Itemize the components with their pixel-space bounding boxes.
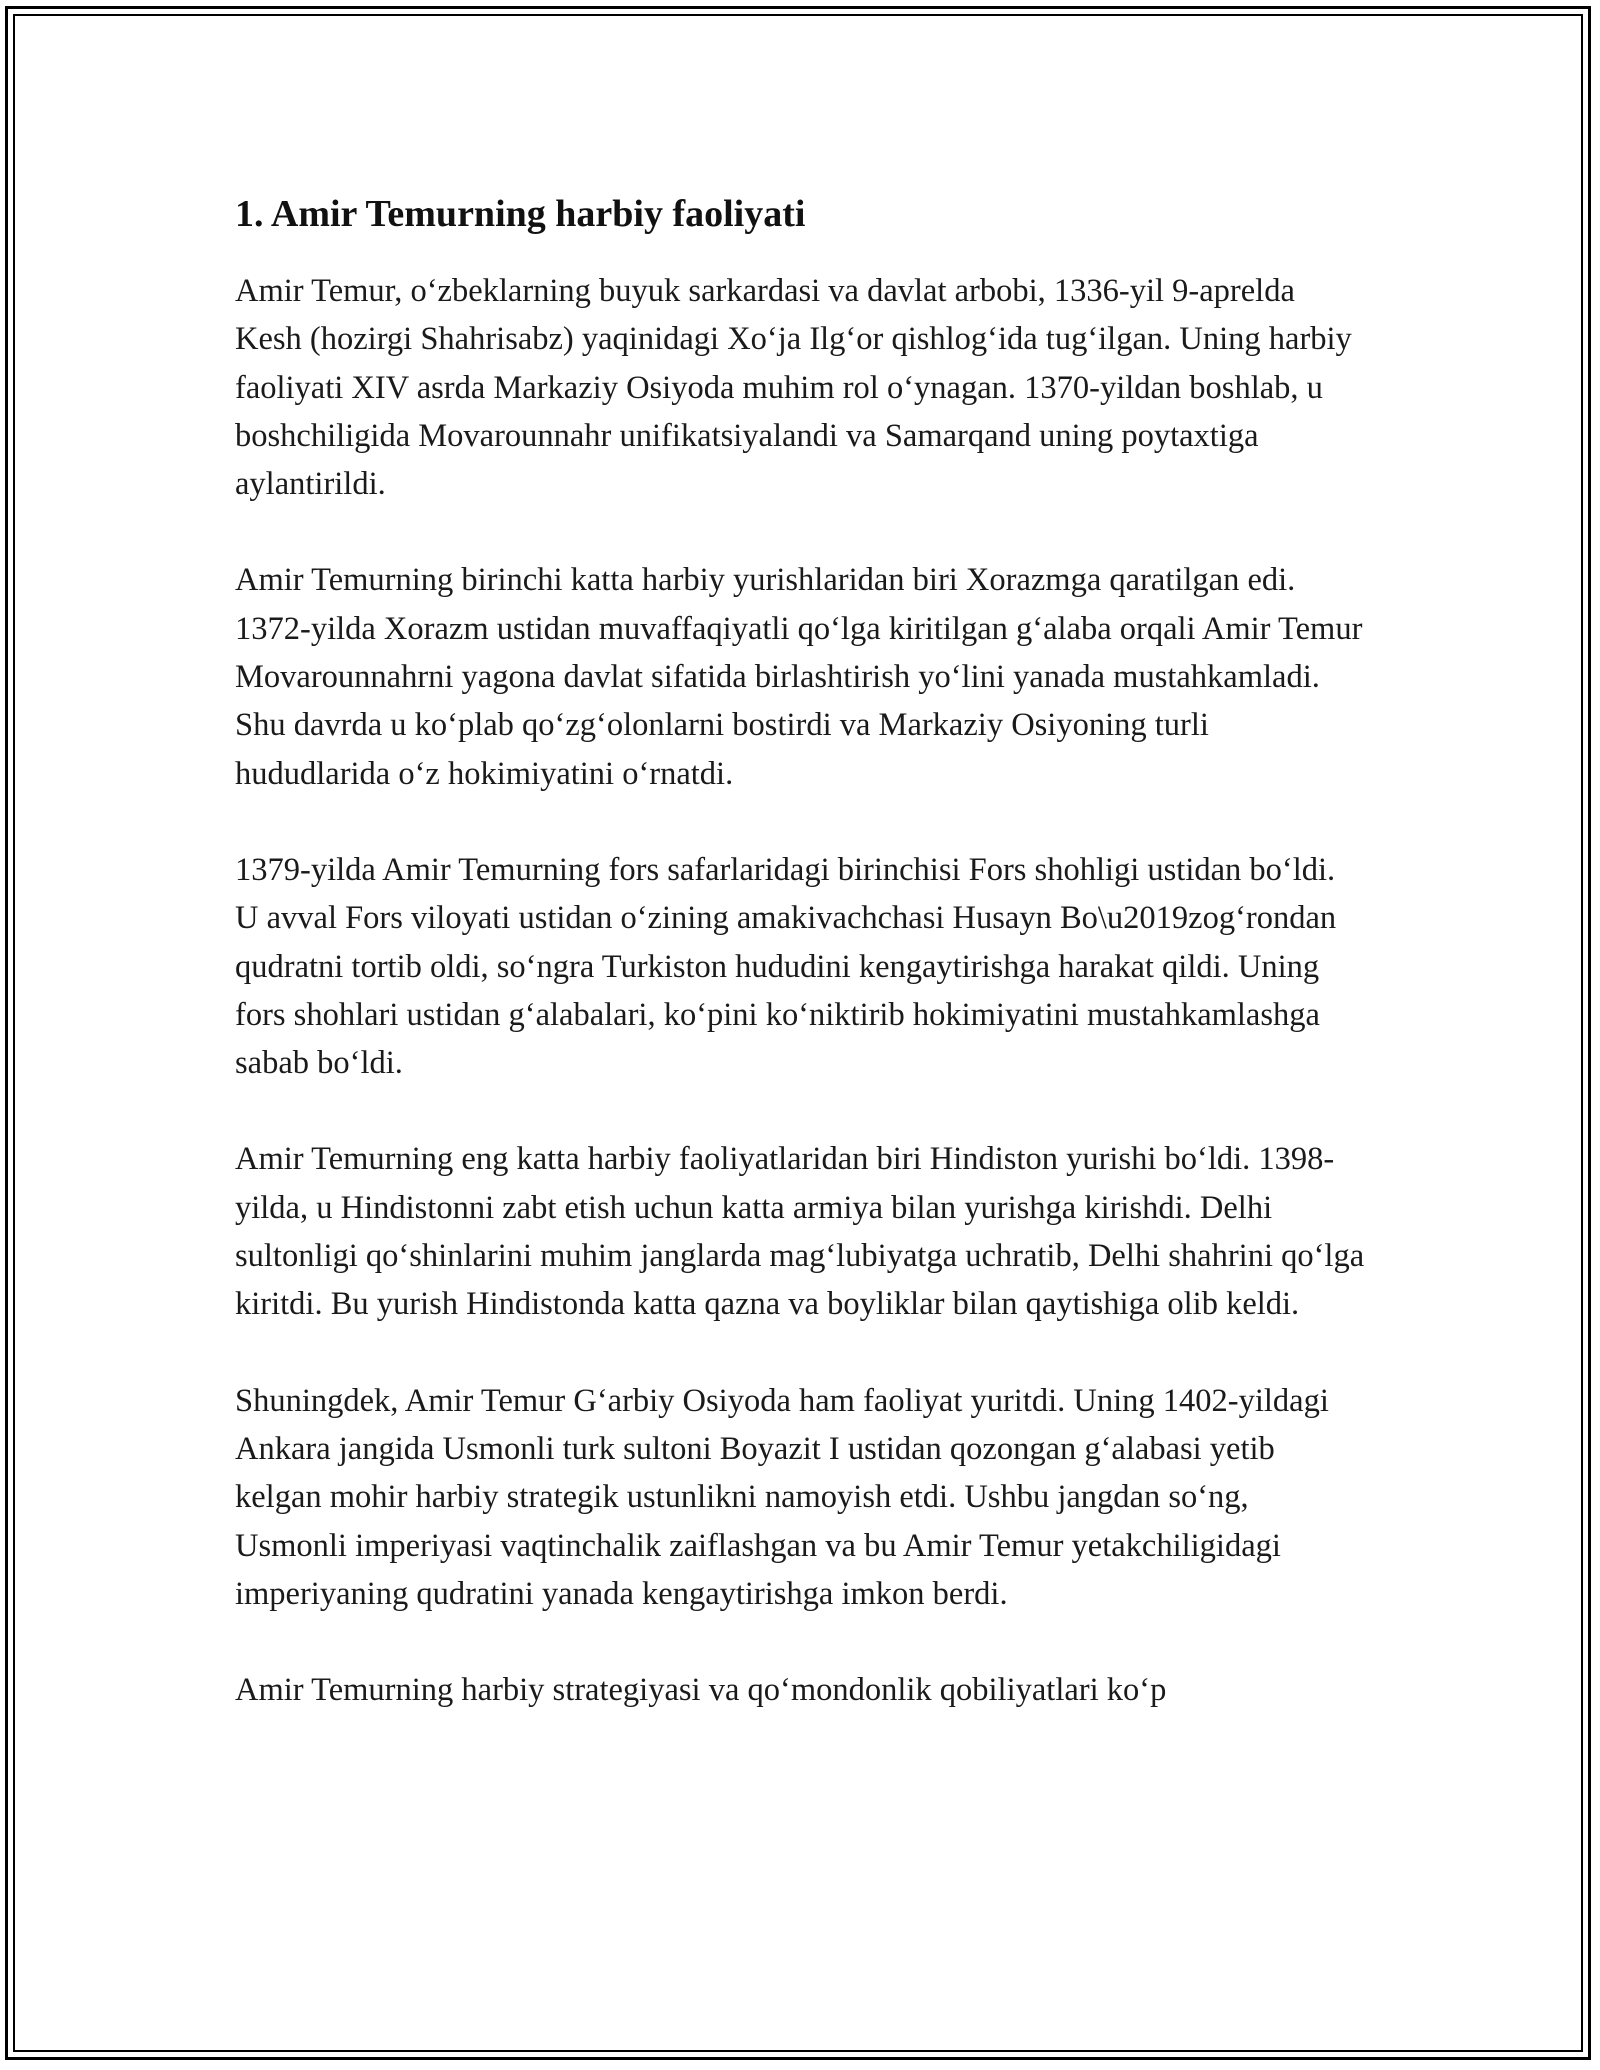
paragraph-persia: 1379-yilda Amir Temurning fors safarlaridagi birinchisi Fors shohligi ustidan bo‘ldi. U avval Fors viloyati ustidan o‘zining amakivachchasi Husayn Bo\u2019zog‘rondan qudratni tortib oldi, so‘ngra Turkiston hududini kengaytirishga harakat qildi. Uning fors shohlari ustidan g‘alabalari, ko‘pini ko‘niktirib hokimiyatini mustahkamlashga sabab bo‘ldi. xyxy=(235,851,1337,1082)
paragraph-birth: Amir Temur, o‘zbeklarning buyuk sarkardasi va davlat arbobi, 1336-yil 9-aprelda Kesh (hozirgi Shahrisabz) yaqinidagi Xo‘ja Ilg‘or qishlog‘ida tug‘ilgan. Uning harbiy faoliyati XIV asrda Markaziy Osiyoda muhim rol o‘ynagan. 1370-yildan boshlab, u boshchiligida Movarounnahr unifikatsiyalandi va Samarqand uning poytaxtiga aylantirildi. xyxy=(235,273,1352,503)
document-body xyxy=(235,187,1365,1762)
paragraph-strategy: Amir Temurning harbiy strategiyasi va qo‘mondonlik qobiliyatlari ko‘p xyxy=(235,1672,1167,1709)
paragraph-west-asia: Shuningdek, Amir Temur G‘arbiy Osiyoda ham faoliyat yuritdi. Uning 1402-yildagi Ankara jangida Usmonli turk sultoni Boyazit I ustidan qozongan g‘alabasi yetib kelgan mohir harbiy strategik ustunlikni namoyish etdi. Ushbu jangdan so‘ng, Usmonli imperiyasi vaqtinchalik zaiflashgan va bu Amir Temur yetakchiligidagi imperiyaning qudratini yanada kengaytirishga imkon berdi. xyxy=(235,1382,1329,1612)
paragraph-india: Amir Temurning eng katta harbiy faoliyatlaridan biri Hindiston yurishi bo‘ldi. 1398-yilda, u Hindistonni zabt etish uchun katta armiya bilan yurishga kirishdi. Delhi sultonligi qo‘shinlarini muhim janglarda mag‘lubiyatga uchratib, Delhi shahrini qo‘lga kiritdi. Bu yurish Hindistonda katta qazna va boyliklar bilan qaytishiga olib keldi. xyxy=(235,1141,1365,1323)
paragraph-khorezm: Amir Temurning birinchi katta harbiy yurishlaridan biri Xorazmga qaratilgan edi. 1372-yilda Xorazm ustidan muvaffaqiyatli qo‘lga kiritilgan g‘alaba orqali Amir Temur Movarounnahrni yagona davlat sifatida birlashtirish yo‘lini yanada mustahkamladi. Shu davrda u ko‘plab qo‘zg‘olonlarni bostirdi va Markaziy Osiyoning turli hududlarida o‘z hokimiyatini o‘rnatdi. xyxy=(235,562,1363,792)
section-title: 1. Amir Temurning harbiy faoliyati xyxy=(235,193,806,235)
